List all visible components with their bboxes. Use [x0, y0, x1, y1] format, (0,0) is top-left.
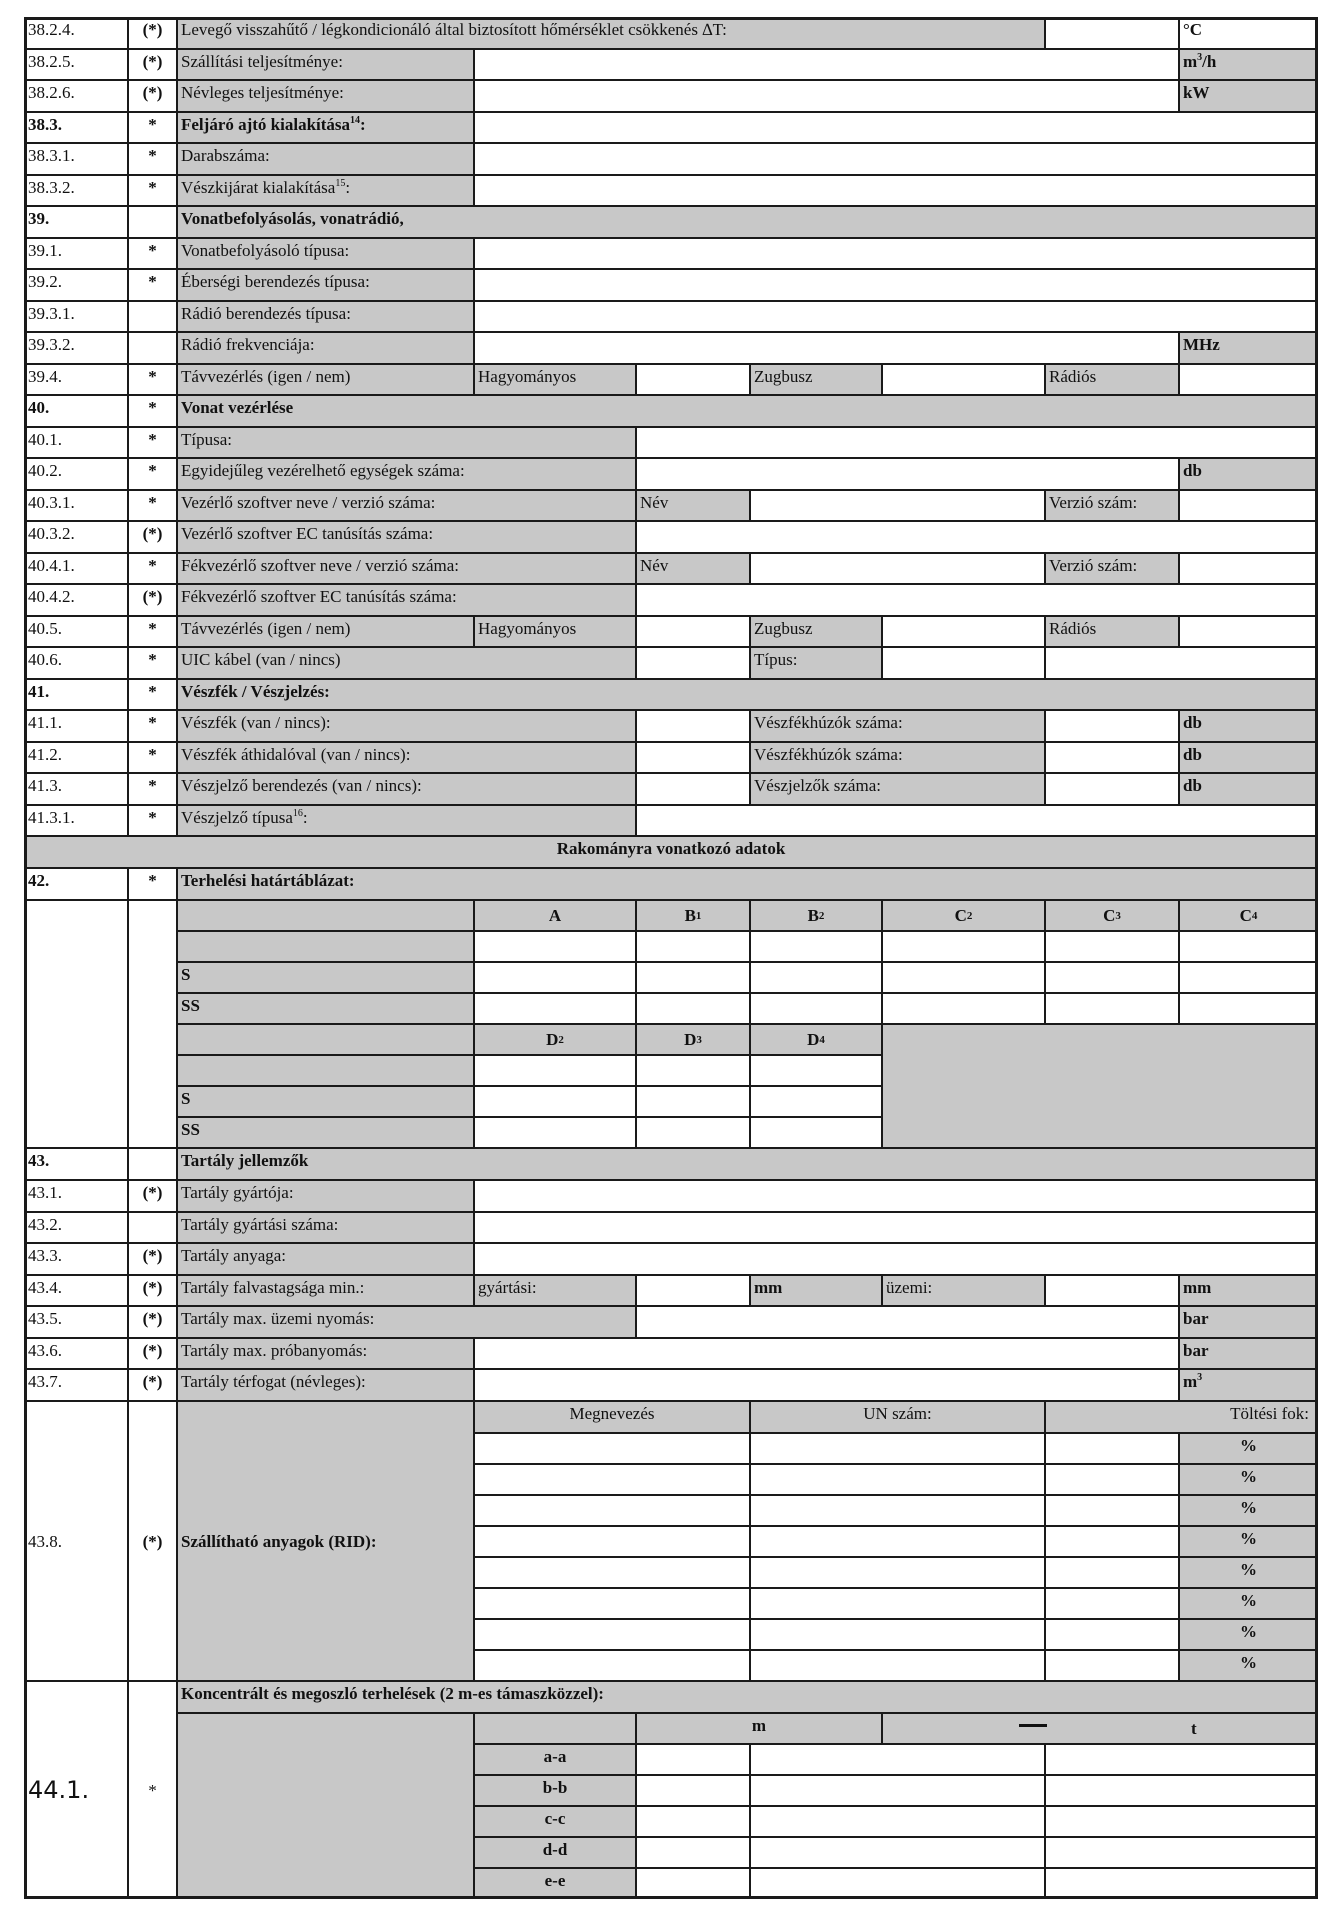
value-field[interactable]	[636, 1868, 750, 1899]
required-mark: (*)	[128, 1275, 177, 1306]
value-field[interactable]	[1045, 1275, 1179, 1306]
section-row-label: c-c	[474, 1806, 636, 1837]
fill-degree-field[interactable]	[1045, 1495, 1179, 1526]
field-label: Tartály falvastagsága min.:	[177, 1275, 474, 1306]
option-label: Rádiós	[1045, 364, 1179, 395]
sub-label: üzemi:	[882, 1275, 1045, 1306]
item-number: 42.	[24, 868, 128, 900]
count-label: Vészfékhúzók száma:	[750, 742, 1045, 773]
required-mark: *	[128, 112, 177, 143]
required-mark: *	[128, 143, 177, 175]
table-corner	[474, 1713, 636, 1744]
blank-area	[177, 1713, 474, 1899]
value-field[interactable]	[1045, 1806, 1318, 1837]
required-mark	[128, 206, 177, 238]
value-field[interactable]	[474, 1338, 1179, 1369]
goods-name-field[interactable]	[474, 1464, 750, 1495]
fill-degree-field[interactable]	[1045, 1588, 1179, 1619]
unit-label: db	[1179, 710, 1318, 742]
load-value[interactable]	[474, 1055, 636, 1086]
un-number-field[interactable]	[750, 1650, 1045, 1681]
value-field[interactable]	[474, 1243, 1318, 1275]
load-value[interactable]	[474, 1117, 636, 1148]
version-label: Verzió szám:	[1045, 490, 1179, 521]
field-label: Vonatbefolyásoló típusa:	[177, 238, 474, 269]
load-column-header: C 3	[1045, 900, 1179, 931]
option-label: Hagyományos	[474, 364, 636, 395]
required-mark: *	[128, 364, 177, 395]
required-mark: *	[128, 553, 177, 584]
load-value[interactable]	[882, 931, 1045, 962]
tonne-column-header	[882, 1713, 1318, 1744]
item-number: 43.3.	[24, 1243, 128, 1275]
load-value[interactable]	[636, 1117, 750, 1148]
required-mark: *	[128, 742, 177, 773]
item-number: 43.4.	[24, 1275, 128, 1306]
option-label: Hagyományos	[474, 616, 636, 647]
section-banner: Rakományra vonatkozó adatok	[24, 836, 1318, 868]
percent-unit: %	[1179, 1619, 1318, 1650]
value-field[interactable]	[474, 301, 1318, 332]
required-mark: *	[128, 805, 177, 836]
value-field[interactable]	[636, 1306, 1179, 1338]
value-field[interactable]	[1045, 1837, 1318, 1868]
required-mark: *	[128, 395, 177, 427]
field-label: Névleges teljesítménye:	[177, 80, 474, 112]
un-number-field[interactable]	[750, 1464, 1045, 1495]
table-corner	[177, 900, 474, 931]
table-corner	[177, 1024, 474, 1055]
value-field[interactable]	[636, 773, 750, 805]
value-field[interactable]	[1045, 1868, 1318, 1899]
load-value[interactable]	[1045, 993, 1179, 1024]
value-field[interactable]	[750, 1868, 1045, 1899]
load-value[interactable]	[750, 1117, 882, 1148]
item-number: 38.3.1.	[24, 143, 128, 175]
load-value[interactable]	[750, 962, 882, 993]
value-field[interactable]	[474, 1369, 1179, 1401]
load-row-label: S	[177, 962, 474, 993]
load-column-header: C 2	[882, 900, 1045, 931]
required-mark	[128, 1148, 177, 1180]
value-field[interactable]	[1045, 1744, 1318, 1775]
value-field[interactable]	[882, 364, 1045, 395]
field-label: Szállítási teljesítménye:	[177, 49, 474, 80]
load-row-label: S	[177, 1086, 474, 1117]
required-mark: *	[128, 490, 177, 521]
load-row-label: SS	[177, 993, 474, 1024]
value-field[interactable]	[636, 521, 1318, 553]
value-field[interactable]	[636, 1806, 750, 1837]
required-mark: (*)	[128, 1306, 177, 1338]
blank-area	[882, 1024, 1318, 1148]
value-field[interactable]	[636, 364, 750, 395]
load-value[interactable]	[1179, 993, 1318, 1024]
value-field[interactable]	[1179, 490, 1318, 521]
required-mark	[128, 301, 177, 332]
section-heading: Vonatbefolyásolás, vonatrádió,	[177, 206, 1318, 238]
unit-label: kW	[1179, 80, 1318, 112]
unit-label: mm	[750, 1275, 882, 1306]
field-label: Távvezérlés (igen / nem)	[177, 616, 474, 647]
section-row-label: d-d	[474, 1837, 636, 1868]
load-row-label	[177, 1055, 474, 1086]
required-mark: (*)	[128, 1338, 177, 1369]
value-field[interactable]	[636, 458, 1179, 490]
field-label: Vezérlő szoftver neve / verzió száma:	[177, 490, 636, 521]
fill-degree-field[interactable]	[1045, 1619, 1179, 1650]
count-label: Vészjelzők száma:	[750, 773, 1045, 805]
item-number: 43.7.	[24, 1369, 128, 1401]
percent-unit: %	[1179, 1495, 1318, 1526]
value-field[interactable]	[1179, 553, 1318, 584]
value-field[interactable]	[750, 1775, 1045, 1806]
unit-label: bar	[1179, 1306, 1318, 1338]
required-mark: *	[128, 458, 177, 490]
item-number: 39.4.	[24, 364, 128, 395]
field-label: Távvezérlés (igen / nem)	[177, 364, 474, 395]
field-label: Típusa:	[177, 427, 636, 458]
required-mark: *	[128, 238, 177, 269]
value-field[interactable]	[636, 742, 750, 773]
load-column-header: A	[474, 900, 636, 931]
load-value[interactable]	[1179, 931, 1318, 962]
required-mark: *	[128, 647, 177, 679]
un-number-field[interactable]	[750, 1433, 1045, 1464]
value-field[interactable]	[474, 175, 1318, 206]
value-field[interactable]	[1045, 1775, 1318, 1806]
goods-name-field[interactable]	[474, 1650, 750, 1681]
value-field[interactable]	[1045, 710, 1179, 742]
unit-label: mm	[1179, 1275, 1318, 1306]
goods-name-field[interactable]	[474, 1495, 750, 1526]
required-mark: (*)	[128, 49, 177, 80]
value-field[interactable]	[636, 1744, 750, 1775]
value-field[interactable]	[1045, 647, 1318, 679]
required-mark: *	[128, 269, 177, 301]
load-value[interactable]	[636, 993, 750, 1024]
item-number: 43.6.	[24, 1338, 128, 1369]
load-value[interactable]	[636, 962, 750, 993]
value-field[interactable]	[474, 332, 1179, 364]
unit-label: $m^3$	[1179, 1369, 1318, 1401]
load-column-header: D 3	[636, 1024, 750, 1055]
required-mark: *	[128, 868, 177, 900]
item-number: 38.3.	[24, 112, 128, 143]
value-field[interactable]	[474, 269, 1318, 301]
value-field[interactable]	[636, 427, 1318, 458]
field-label: Tartály gyártója:	[177, 1180, 474, 1212]
value-field[interactable]	[882, 616, 1045, 647]
section-row-label: b-b	[474, 1775, 636, 1806]
field-label: Tartály gyártási száma:	[177, 1212, 474, 1243]
value-field[interactable]	[474, 112, 1318, 143]
item-number: 39.	[24, 206, 128, 238]
field-label: Vészkijárat kialakítása$^{15}$:	[177, 175, 474, 206]
value-field[interactable]	[474, 80, 1179, 112]
required-mark: (*)	[128, 1180, 177, 1212]
field-label: Fékvezérlő szoftver neve / verzió száma:	[177, 553, 636, 584]
field-label: Egyidejűleg vezérelhető egységek száma:	[177, 458, 636, 490]
load-value[interactable]	[636, 1055, 750, 1086]
load-value[interactable]	[750, 931, 882, 962]
item-number: 38.2.4.	[24, 17, 128, 49]
load-value[interactable]	[750, 1055, 882, 1086]
empty-cell	[24, 900, 128, 1148]
fill-degree-field[interactable]	[1045, 1557, 1179, 1588]
item-number: 43.5.	[24, 1306, 128, 1338]
value-field[interactable]	[636, 616, 750, 647]
item-number: 39.3.1.	[24, 301, 128, 332]
value-field[interactable]	[1045, 17, 1179, 49]
field-label: Éberségi berendezés típusa:	[177, 269, 474, 301]
required-mark: (*)	[128, 521, 177, 553]
item-number: 40.2.	[24, 458, 128, 490]
required-mark: (*)	[128, 17, 177, 49]
option-label: Zugbusz	[750, 616, 882, 647]
required-mark: *	[128, 616, 177, 647]
section-heading: Tartály jellemzők	[177, 1148, 1318, 1180]
field-label: Vészjelző berendezés (van / nincs):	[177, 773, 636, 805]
count-label: Vészfékhúzók száma:	[750, 710, 1045, 742]
load-value[interactable]	[750, 993, 882, 1024]
item-number: 40.6.	[24, 647, 128, 679]
item-number: 40.4.1.	[24, 553, 128, 584]
unit-label: $m^3/h$	[1179, 49, 1318, 80]
load-value[interactable]	[882, 993, 1045, 1024]
field-label: Rádió frekvenciája:	[177, 332, 474, 364]
value-field[interactable]	[882, 647, 1045, 679]
value-field[interactable]	[636, 710, 750, 742]
item-number: 43.1.	[24, 1180, 128, 1212]
item-number: 39.1.	[24, 238, 128, 269]
item-number: 40.1.	[24, 427, 128, 458]
field-label: UIC kábel (van / nincs)	[177, 647, 636, 679]
unit-label: db	[1179, 773, 1318, 805]
required-mark	[128, 1212, 177, 1243]
value-field[interactable]	[474, 143, 1318, 175]
field-label: Tartály anyaga:	[177, 1243, 474, 1275]
field-label: Vészjelző típusa$^{16}$:	[177, 805, 636, 836]
required-mark	[128, 332, 177, 364]
version-label: Verzió szám:	[1045, 553, 1179, 584]
load-value[interactable]	[636, 931, 750, 962]
dash-icon	[1019, 1724, 1047, 1727]
item-number: 40.4.2.	[24, 584, 128, 616]
load-row-label	[177, 931, 474, 962]
field-label: Feljáró ajtó kialakítása$^{14}$:	[177, 112, 474, 143]
value-field[interactable]	[1179, 364, 1318, 395]
load-column-header: D 2	[474, 1024, 636, 1055]
un-number-field[interactable]	[750, 1619, 1045, 1650]
item-number: 40.5.	[24, 616, 128, 647]
un-number-field[interactable]	[750, 1495, 1045, 1526]
required-mark: *	[128, 773, 177, 805]
value-field[interactable]	[636, 647, 750, 679]
fill-degree-field[interactable]	[1045, 1464, 1179, 1495]
required-mark: *	[128, 1681, 177, 1899]
required-mark: *	[128, 710, 177, 742]
load-column-header: B 2	[750, 900, 882, 931]
section-row-label: a-a	[474, 1744, 636, 1775]
field-label: Tartály térfogat (névleges):	[177, 1369, 474, 1401]
meter-column-header: m	[636, 1713, 882, 1744]
load-value[interactable]	[474, 993, 636, 1024]
un-number-field[interactable]	[750, 1557, 1045, 1588]
required-mark: (*)	[128, 80, 177, 112]
goods-column-header: Töltési fok:	[1045, 1401, 1318, 1433]
field-label: Darabszáma:	[177, 143, 474, 175]
load-value[interactable]	[474, 962, 636, 993]
name-label: Név	[636, 490, 750, 521]
value-field[interactable]	[1045, 773, 1179, 805]
item-number: 41.3.	[24, 773, 128, 805]
field-label: Vészfék áthidalóval (van / nincs):	[177, 742, 636, 773]
section-heading: Koncentrált és megoszló terhelések (2 m-es támaszközzel):	[177, 1681, 1318, 1713]
goods-name-field[interactable]	[474, 1619, 750, 1650]
percent-unit: %	[1179, 1557, 1318, 1588]
required-mark: (*)	[128, 1369, 177, 1401]
value-field[interactable]	[636, 1775, 750, 1806]
item-number: 43.8.	[24, 1401, 128, 1681]
name-label: Név	[636, 553, 750, 584]
fill-degree-field[interactable]	[1045, 1650, 1179, 1681]
load-value[interactable]	[1179, 962, 1318, 993]
value-field[interactable]	[636, 805, 1318, 836]
load-value[interactable]	[1045, 962, 1179, 993]
item-number: 40.	[24, 395, 128, 427]
item-number: 41.	[24, 679, 128, 710]
unit-label: °C	[1179, 17, 1318, 49]
percent-unit: %	[1179, 1650, 1318, 1681]
fill-degree-field[interactable]	[1045, 1433, 1179, 1464]
load-value[interactable]	[1045, 931, 1179, 962]
value-field[interactable]	[1045, 742, 1179, 773]
load-value[interactable]	[750, 1086, 882, 1117]
required-mark: *	[128, 427, 177, 458]
goods-name-field[interactable]	[474, 1433, 750, 1464]
section-heading: Terhelési határtáblázat:	[177, 868, 1318, 900]
load-column-header: D 4	[750, 1024, 882, 1055]
load-row-label: SS	[177, 1117, 474, 1148]
goods-name-field[interactable]	[474, 1588, 750, 1619]
item-number: 41.2.	[24, 742, 128, 773]
load-value[interactable]	[636, 1086, 750, 1117]
unit-label: db	[1179, 742, 1318, 773]
field-label: Levegő visszahűtő / légkondicionáló által biztosított hőmérséklet csökkenés ∆T:	[177, 17, 1045, 49]
registration-form	[24, 17, 1318, 1899]
required-mark: *	[128, 175, 177, 206]
percent-unit: %	[1179, 1464, 1318, 1495]
tonne-label: t	[1191, 1719, 1197, 1738]
required-mark: *	[128, 679, 177, 710]
value-field[interactable]	[474, 1212, 1318, 1243]
value-field[interactable]	[750, 553, 1045, 584]
item-number: 40.3.1.	[24, 490, 128, 521]
unit-label: MHz	[1179, 332, 1318, 364]
value-field[interactable]	[636, 1275, 750, 1306]
load-column-header: C 4	[1179, 900, 1318, 931]
required-mark: (*)	[128, 1401, 177, 1681]
goods-name-field[interactable]	[474, 1557, 750, 1588]
item-number: 39.2.	[24, 269, 128, 301]
field-label: Vészfék (van / nincs):	[177, 710, 636, 742]
load-value[interactable]	[882, 962, 1045, 993]
required-mark: (*)	[128, 584, 177, 616]
value-field[interactable]	[750, 1806, 1045, 1837]
percent-unit: %	[1179, 1588, 1318, 1619]
value-field[interactable]	[474, 49, 1179, 80]
section-heading: Vészfék / Vészjelzés:	[177, 679, 1318, 710]
value-field[interactable]	[750, 1837, 1045, 1868]
item-number: 39.3.2.	[24, 332, 128, 364]
item-number: 41.3.1.	[24, 805, 128, 836]
un-number-field[interactable]	[750, 1526, 1045, 1557]
goods-name-field[interactable]	[474, 1526, 750, 1557]
load-column-header: B 1	[636, 900, 750, 931]
un-number-field[interactable]	[750, 1588, 1045, 1619]
item-number: 38.2.5.	[24, 49, 128, 80]
option-label: Zugbusz	[750, 364, 882, 395]
value-field[interactable]	[1179, 616, 1318, 647]
goods-column-header: UN szám:	[750, 1401, 1045, 1433]
value-field[interactable]	[636, 1837, 750, 1868]
unit-label: bar	[1179, 1338, 1318, 1369]
value-field[interactable]	[750, 1744, 1045, 1775]
item-number: 43.2.	[24, 1212, 128, 1243]
item-number: 41.1.	[24, 710, 128, 742]
sub-label: gyártási:	[474, 1275, 636, 1306]
item-number: 43.	[24, 1148, 128, 1180]
value-field[interactable]	[474, 238, 1318, 269]
required-mark: (*)	[128, 1243, 177, 1275]
item-number: 44.1.	[24, 1681, 128, 1899]
item-number: 38.2.6.	[24, 80, 128, 112]
unit-label: db	[1179, 458, 1318, 490]
type-label: Típus:	[750, 647, 882, 679]
section-heading: Vonat vezérlése	[177, 395, 1318, 427]
section-row-label: e-e	[474, 1868, 636, 1899]
field-label: Tartály max. próbanyomás:	[177, 1338, 474, 1369]
goods-column-header: Megnevezés	[474, 1401, 750, 1433]
field-label: Vezérlő szoftver EC tanúsítás száma:	[177, 521, 636, 553]
field-label: Szállítható anyagok (RID):	[177, 1401, 474, 1681]
item-number: 38.3.2.	[24, 175, 128, 206]
item-number: 40.3.2.	[24, 521, 128, 553]
percent-unit: %	[1179, 1526, 1318, 1557]
value-field[interactable]	[474, 1180, 1318, 1212]
load-value[interactable]	[474, 931, 636, 962]
field-label: Tartály max. üzemi nyomás:	[177, 1306, 636, 1338]
load-value[interactable]	[474, 1086, 636, 1117]
empty-cell	[128, 900, 177, 1148]
fill-degree-field[interactable]	[1045, 1526, 1179, 1557]
percent-unit: %	[1179, 1433, 1318, 1464]
option-label: Rádiós	[1045, 616, 1179, 647]
value-field[interactable]	[750, 490, 1045, 521]
field-label: Fékvezérlő szoftver EC tanúsítás száma:	[177, 584, 636, 616]
field-label: Rádió berendezés típusa:	[177, 301, 474, 332]
value-field[interactable]	[636, 584, 1318, 616]
